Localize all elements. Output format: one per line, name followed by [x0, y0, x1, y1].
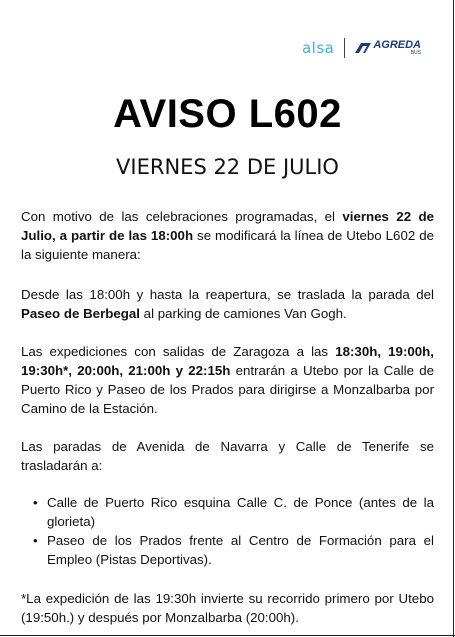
intro-text-1: Con motivo de las celebraciones programadas, el	[21, 209, 343, 224]
bullet-icon: •	[33, 495, 38, 510]
route-text-1: Las expediciones con salidas de Zaragoza a las	[21, 344, 336, 359]
relocation-text-2: al parking de camiones Van Gogh.	[139, 306, 347, 321]
stop-relocation-paragraph	[21, 285, 434, 323]
list-item-text: Calle de Puerto Rico esquina Calle C. de Ponce (antes de la glorieta)	[47, 495, 434, 529]
route-times-bold: 18:30h, 19:00h, 19:30h*, 20:00h, 21:00h y 22:15h	[21, 344, 434, 378]
relocation-bold: Paseo de Berbegal	[21, 306, 140, 321]
list-item	[21, 493, 434, 531]
intro-paragraph	[21, 207, 434, 264]
list-item-text: Paseo de los Prados frente al Centro de Formación para el Empleo (Pistas Deportivas).	[47, 533, 434, 567]
notice-date: VIERNES 22 DE JULIO	[116, 155, 339, 179]
route-text-2: entrarán a Utebo por la Calle de Puerto Rico y Paseo de los Prados para dirigirse a Monzalbarba por Camino de la Estación.	[21, 363, 434, 416]
intro-bold: viernes 22 de Julio, a partir de las 18:00h	[21, 209, 434, 243]
agreda-mark-icon	[355, 43, 371, 53]
intro-text-2: se modificará la línea de Utebo L602 de la siguiente manera:	[21, 228, 435, 262]
bullet-icon: •	[33, 533, 38, 548]
new-stops-list	[21, 493, 434, 569]
route-change-paragraph	[21, 342, 434, 418]
brand-logos	[302, 38, 421, 58]
footnote-paragraph: *La expedición de las 19:30h invierte su recorrido primero por Utebo (19:50h.) y después por Monzalbarba (20:00h).	[21, 591, 434, 625]
stops-intro-paragraph: Las paradas de Avenida de Navarra y Calle de Tenerife se trasladarán a:	[21, 439, 434, 473]
agreda-sub: BUS	[410, 50, 421, 56]
alsa-logo: alsa	[301, 39, 335, 57]
page-border-bottom	[0, 635, 455, 636]
agreda-name: AGREDA	[373, 39, 421, 51]
notice-title: AVISO L602	[113, 92, 342, 136]
agreda-logo	[355, 40, 421, 56]
list-item	[21, 531, 434, 569]
logo-divider	[344, 38, 345, 58]
relocation-text-1: Desde las 18:00h y hasta la reapertura, se traslada la parada del	[21, 287, 434, 302]
